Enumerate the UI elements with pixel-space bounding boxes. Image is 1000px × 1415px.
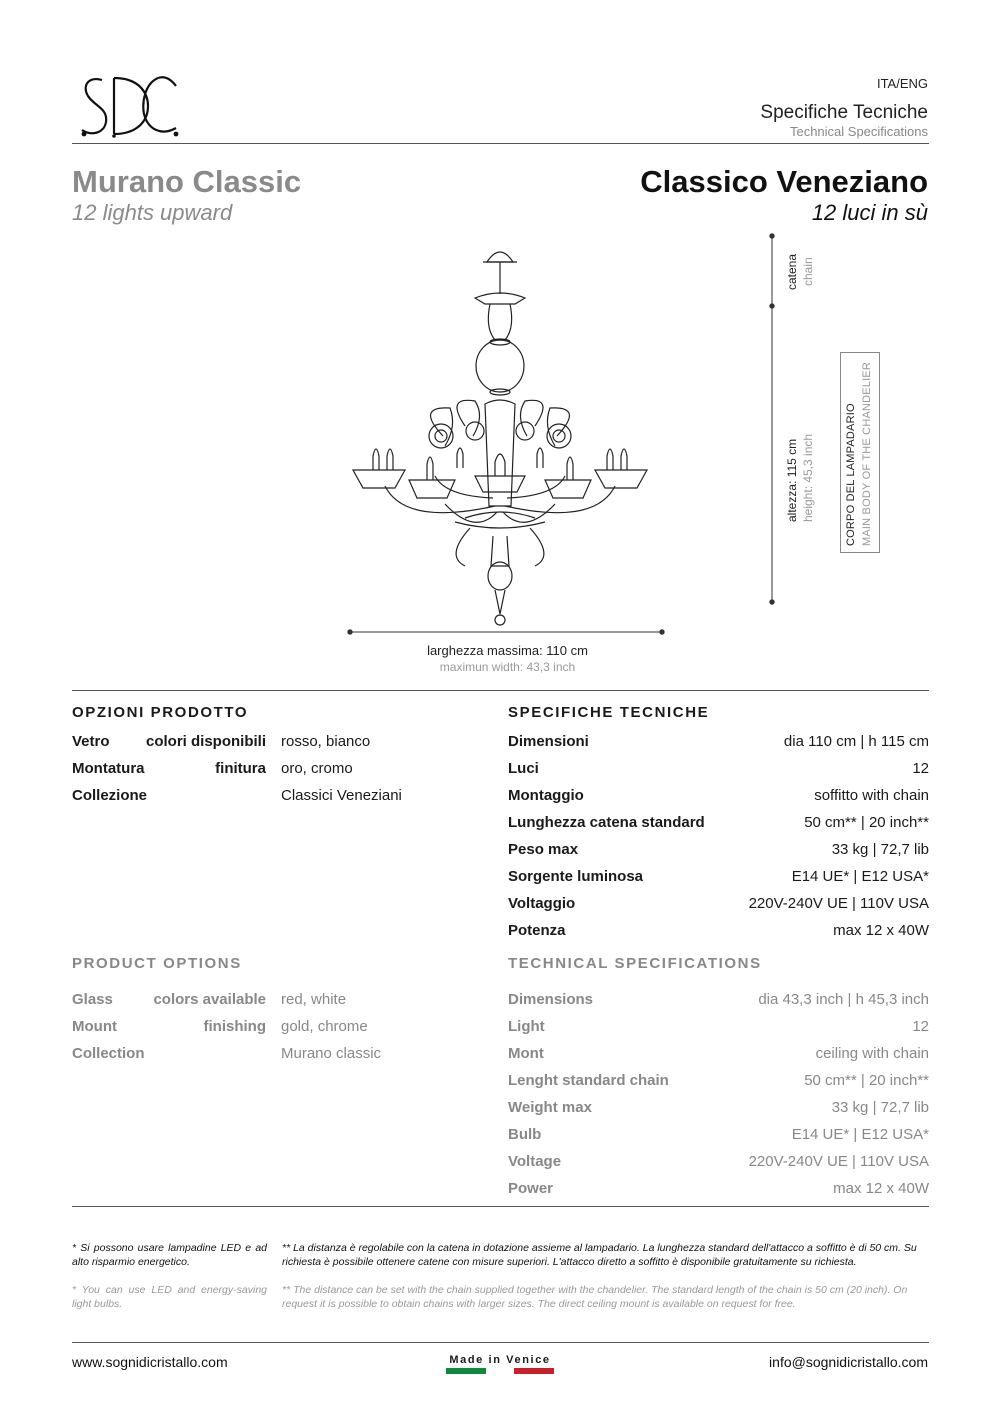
spec-label: Potenza (508, 922, 566, 939)
option-sub: finitura (215, 760, 266, 777)
option-label: Glass (72, 991, 113, 1008)
language-indicator: ITA/ENG (876, 76, 928, 91)
section-divider-bottom (72, 1206, 929, 1207)
spec-label: Bulb (508, 1126, 542, 1143)
spec-label: Lunghezza catena standard (508, 814, 705, 831)
spec-label: Power (508, 1180, 554, 1197)
chain-label-en: chain (801, 257, 815, 286)
table-row (508, 1153, 929, 1180)
option-sub: colori disponibili (146, 733, 266, 750)
spec-value: 50 cm** | 20 inch** (804, 814, 929, 831)
table-row (508, 895, 929, 922)
option-label: Collection (72, 1045, 145, 1062)
option-sub: finishing (203, 1018, 266, 1035)
footnote-dstar-it: ** La distanza è regolabile con la catena in dotazione assieme al lampadario. La lunghezza standard dell'attacco a soffitto è di 50 cm. Su richiesta è possibile ottenere catene con misure superiori. L'attacco diretto a soffitto è disponibile gratuitamente su richiesta. (282, 1242, 917, 1268)
max-width-label-en: maximun width: 43,3 inch (439, 660, 576, 674)
table-row (508, 787, 929, 814)
specs-list-it (508, 733, 929, 949)
spec-label: Sorgente luminosa (508, 868, 644, 885)
options-list-en (72, 991, 472, 1072)
spec-label: Weight max (508, 1099, 592, 1116)
made-in-venice-label: Made in Venice (449, 1354, 551, 1366)
options-list-it (72, 733, 472, 814)
spec-value: 220V-240V UE | 110V USA (748, 1153, 929, 1170)
website-link[interactable]: www.sognidicristallo.com (72, 1354, 228, 1370)
spec-label: Luci (508, 760, 539, 777)
table-row (508, 1180, 929, 1207)
product-subtitle-it: 12 luci in sù (811, 200, 928, 225)
footer-divider (72, 1342, 929, 1343)
spec-value: 12 (912, 1018, 929, 1035)
option-value: Classici Veneziani (281, 787, 402, 804)
option-label: Vetro (72, 733, 110, 750)
spec-value: soffitto with chain (814, 787, 929, 804)
spec-label: Montaggio (508, 787, 584, 804)
specs-list-en (508, 991, 929, 1207)
header-title-it: Specifiche Tecniche (760, 102, 928, 123)
flag-red-stripe (514, 1368, 554, 1374)
spec-value: 33 kg | 72,7 lib (831, 1099, 929, 1116)
chain-label-it: catena (785, 253, 799, 290)
height-label-en: height: 45,3 inch (801, 433, 815, 522)
height-label-it: altezza: 115 cm (785, 438, 799, 522)
option-value: red, white (281, 991, 347, 1008)
spec-label: Light (508, 1018, 545, 1035)
spec-value: 12 (912, 760, 929, 777)
spec-value: E14 UE* | E12 USA* (791, 868, 929, 885)
spec-label: Peso max (508, 841, 579, 858)
spec-label: Mont (508, 1045, 544, 1062)
footnote-dstar-en: ** The distance can be set with the chain supplied together with the chandelier. The standard length of the chain is 50 cm (20 inch). On request it is possible to obtain chains with larger sizes. The direct ceiling mount is available on request for free. (282, 1284, 908, 1310)
main-body-label-it: CORPO DEL LAMPADARIO (845, 403, 857, 546)
spec-value: 50 cm** | 20 inch** (804, 1072, 929, 1089)
options-heading-it: OPZIONI PRODOTTO (72, 704, 249, 721)
table-row (508, 868, 929, 895)
footnote-star-it: * Si possono usare lampadine LED e ad alto risparmio energetico. (72, 1242, 267, 1268)
table-row (508, 1072, 929, 1099)
table-row (508, 760, 929, 787)
table-row (508, 814, 929, 841)
option-value: Murano classic (281, 1045, 382, 1062)
table-row (508, 733, 929, 760)
sdc-logo (78, 72, 182, 140)
header-title-en: Technical Specifications (789, 124, 928, 139)
list-item (72, 1045, 472, 1072)
specs-heading-it: SPECIFICHE TECNICHE (508, 704, 710, 721)
option-label: Collezione (72, 787, 148, 804)
table-row (508, 922, 929, 949)
email-link[interactable]: info@sognidicristallo.com (769, 1354, 928, 1370)
table-row (508, 841, 929, 868)
spec-value: dia 110 cm | h 115 cm (783, 733, 929, 750)
section-divider-top (72, 690, 929, 691)
spec-value: max 12 x 40W (833, 922, 929, 939)
table-row (508, 1099, 929, 1126)
header-divider (72, 143, 929, 144)
product-name-en: Murano Classic (72, 164, 302, 199)
list-item (72, 733, 472, 760)
spec-label: Dimensions (508, 991, 594, 1008)
option-value: gold, chrome (281, 1018, 368, 1035)
max-width-label-it: larghezza massima: 110 cm (427, 643, 588, 658)
spec-value: E14 UE* | E12 USA* (791, 1126, 929, 1143)
product-name-it: Classico Veneziano (640, 164, 928, 199)
spec-label: Voltaggio (508, 895, 576, 912)
spec-value: 220V-240V UE | 110V USA (748, 895, 929, 912)
option-sub: colors available (153, 991, 266, 1008)
italian-flag (446, 1368, 554, 1374)
option-value: oro, cromo (281, 760, 353, 777)
table-row (508, 991, 929, 1018)
specs-heading-en: TECHNICAL SPECIFICATIONS (508, 955, 762, 972)
spec-value: ceiling with chain (815, 1045, 929, 1062)
option-label: Mount (72, 1018, 117, 1035)
spec-label: Dimensioni (508, 733, 589, 750)
spec-label: Voltage (508, 1153, 562, 1170)
flag-green-stripe (446, 1368, 486, 1374)
spec-label: Lenght standard chain (508, 1072, 669, 1089)
footnote-star-en: * You can use LED and energy-saving light bulbs. (72, 1284, 267, 1310)
spec-value: dia 43,3 inch | h 45,3 inch (758, 991, 929, 1008)
table-row (508, 1018, 929, 1045)
list-item (72, 787, 472, 814)
options-heading-en: PRODUCT OPTIONS (72, 955, 242, 972)
product-subtitle-en: 12 lights upward (72, 200, 233, 225)
spec-value: max 12 x 40W (833, 1180, 929, 1197)
main-body-label-en: MAIN BODY OF THE CHANDELIER (861, 361, 873, 546)
list-item (72, 760, 472, 787)
table-row (508, 1126, 929, 1153)
spec-value: 33 kg | 72,7 lib (831, 841, 929, 858)
option-label: Montatura (72, 760, 145, 777)
list-item (72, 991, 472, 1018)
list-item (72, 1018, 472, 1045)
option-value: rosso, bianco (281, 733, 371, 750)
table-row (508, 1045, 929, 1072)
